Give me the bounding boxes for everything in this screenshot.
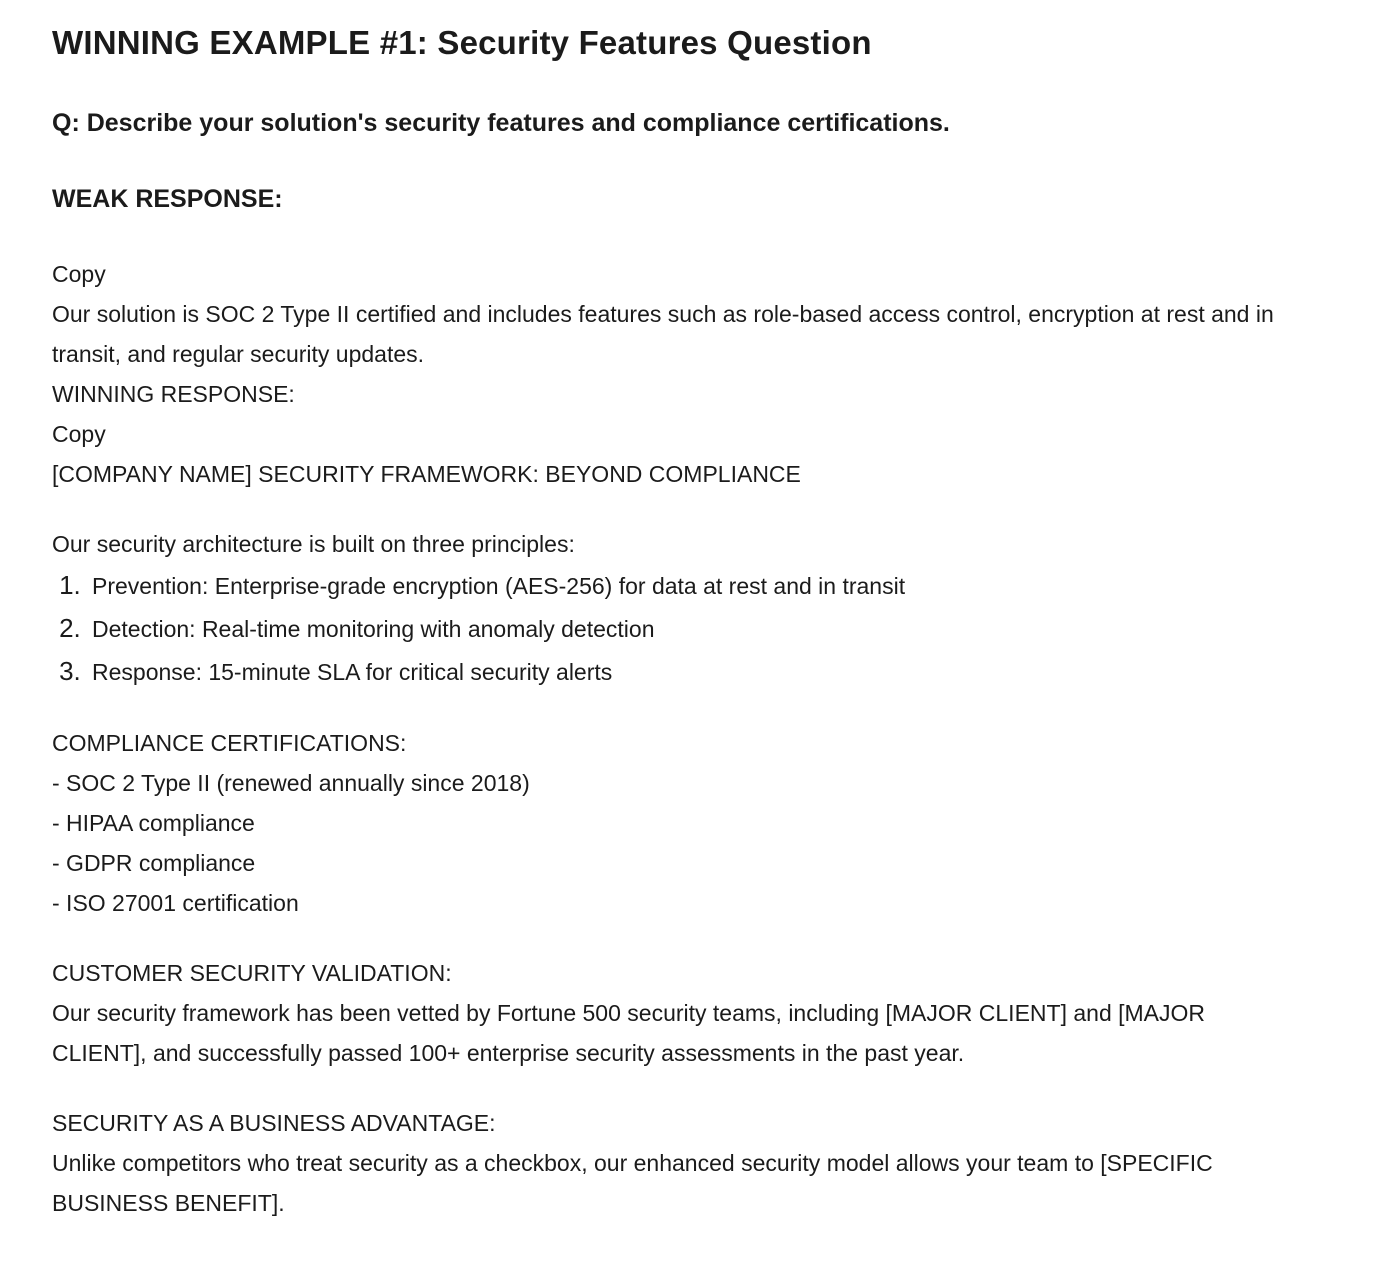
advantage-section xyxy=(52,1103,1284,1223)
weak-response-text: Our solution is SOC 2 Type II certified and includes features such as role-based access control, encryption at rest and in transit, and regular security updates. xyxy=(52,300,1274,367)
principles-list xyxy=(52,564,1284,693)
list-item: - SOC 2 Type II (renewed annually since 2018) xyxy=(52,769,530,796)
advantage-text: Unlike competitors who treat security as a checkbox, our enhanced security model allows your team to [SPECIFIC BUSINESS BENEFIT]. xyxy=(52,1149,1213,1216)
weak-response-heading: WEAK RESPONSE: xyxy=(52,184,283,213)
list-item: 1. Prevention: Enterprise-grade encryption (AES-256) for data at rest and in transit xyxy=(88,564,1284,607)
framework-heading: [COMPANY NAME] SECURITY FRAMEWORK: BEYOND COMPLIANCE xyxy=(52,460,801,487)
compliance-heading: COMPLIANCE CERTIFICATIONS: xyxy=(52,729,407,756)
page-title: WINNING EXAMPLE #1: Security Features Question xyxy=(52,24,872,61)
winning-response-heading: WINNING RESPONSE: xyxy=(52,380,295,407)
question-heading: Q: Describe your solution's security features and compliance certifications. xyxy=(52,108,950,137)
validation-section xyxy=(52,953,1284,1073)
advantage-heading: SECURITY AS A BUSINESS ADVANTAGE: xyxy=(52,1109,496,1136)
compliance-section xyxy=(52,723,1284,923)
winning-copy-button-label[interactable]: Copy xyxy=(52,420,106,447)
validation-heading: CUSTOMER SECURITY VALIDATION: xyxy=(52,959,452,986)
responses-block xyxy=(52,254,1284,494)
validation-text: Our security framework has been vetted by Fortune 500 security teams, including [MAJOR CLIENT] and [MAJOR CLIENT], and successfully passed 100+ enterprise security assessments in the past year. xyxy=(52,999,1206,1066)
list-item: - HIPAA compliance xyxy=(52,809,255,836)
principles-section xyxy=(52,524,1284,693)
list-item: - GDPR compliance xyxy=(52,849,256,876)
weak-copy-button-label[interactable]: Copy xyxy=(52,260,106,287)
principles-intro: Our security architecture is built on three principles: xyxy=(52,530,575,557)
list-item: - ISO 27001 certification xyxy=(52,889,299,916)
list-item: 3. Response: 15-minute SLA for critical security alerts xyxy=(88,650,1284,693)
list-item: 2. Detection: Real-time monitoring with anomaly detection xyxy=(88,607,1284,650)
